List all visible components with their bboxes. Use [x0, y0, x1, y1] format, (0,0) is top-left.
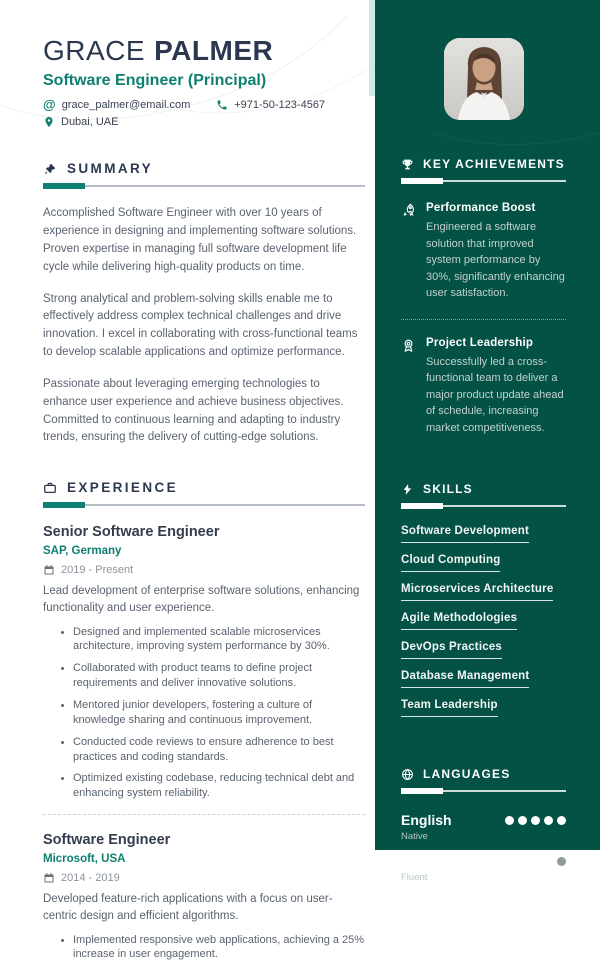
job-company: SAP, Germany: [43, 545, 122, 558]
skills-section-heading: [401, 482, 566, 496]
section-rule: [401, 505, 566, 507]
proficiency-dot-filled: [544, 857, 553, 866]
achievements-section-heading: [401, 157, 566, 171]
phone-item: [216, 99, 325, 111]
achievement-text: Engineered a software solution that improved system performance by 30%, significantly enhancing user satisfaction.: [426, 221, 565, 299]
languages-list: [401, 812, 566, 883]
proficiency-dot-filled: [518, 816, 527, 825]
language-row: [401, 853, 566, 883]
job-dates-text: 2019 - Present: [61, 564, 134, 577]
section-title: EXPERIENCE: [67, 480, 179, 496]
phone-text: +971-50-123-4567: [234, 99, 326, 112]
achievements-list: [401, 202, 566, 436]
location-item: [43, 116, 118, 128]
bullet-item: • Mentored junior developers, fostering a culture of knowledge sharing and continuous improvement.: [73, 698, 365, 728]
section-title: LANGUAGES: [423, 767, 511, 781]
medal-icon: [401, 337, 416, 437]
job-dates: [43, 564, 365, 576]
job-bullets: [43, 933, 365, 962]
achievement-text: Successfully led a cross-functional team to deliver a major product update ahead of schedule, increasing market competitiveness.: [426, 355, 564, 434]
bullet-item: • Collaborated with product teams to define project requirements and deliver innovative solutions.: [73, 661, 365, 691]
language-name: Arabic: [401, 853, 445, 870]
skill-item: Cloud Computing: [401, 554, 500, 572]
section-rule: [43, 185, 365, 187]
language-dots: [505, 816, 566, 825]
calendar-icon: [43, 872, 55, 884]
job-description: Developed feature-rich applications with a focus on user-centric design and efficient algorithms.: [43, 893, 333, 923]
summary-paragraphs: [43, 205, 365, 447]
experience-entry: [43, 524, 365, 801]
achievement-title: Project Leadership: [426, 336, 534, 349]
email-text: grace_palmer@email.com: [61, 99, 191, 112]
candidate-name: [43, 36, 365, 65]
briefcase-icon: [43, 481, 57, 495]
language-row: [401, 812, 566, 842]
pen-nib-icon: [43, 162, 57, 176]
contact-block: [43, 99, 365, 128]
rocket-icon: [401, 202, 416, 302]
job-title: Software Engineer: [43, 832, 171, 849]
language-dots: [505, 857, 566, 866]
bullet-item: • Implemented responsive web applications, achieving a 25% increase in user engagement.: [73, 933, 365, 962]
trophy-icon: [401, 158, 414, 171]
achievement-item: [401, 202, 566, 302]
section-title: SKILLS: [423, 482, 473, 496]
achievement-item: [401, 337, 566, 437]
skill-item: Database Management: [401, 670, 529, 688]
job-description: Lead development of enterprise software solutions, enhancing functionality and user experience.: [43, 585, 360, 615]
location-pin-icon: [43, 116, 55, 128]
proficiency-dot-filled: [531, 816, 540, 825]
summary-paragraph: Strong analytical and problem-solving skills enable me to effectively address complex technical challenges and drive innovation. I excel in collaborating with cross-functional teams to develop scalable applications and optimize performance.: [43, 292, 358, 359]
proficiency-dot-filled: [557, 816, 566, 825]
section-title: SUMMARY: [67, 161, 154, 177]
bullet-item: • Designed and implemented scalable microservices architecture, improving system performance by 30%.: [73, 625, 365, 655]
job-dates-text: 2014 - 2019: [61, 872, 120, 885]
proficiency-dot-filled: [531, 857, 540, 866]
skill-item: Software Development: [401, 525, 529, 543]
proficiency-dot-empty: [557, 857, 566, 866]
experience-section-heading: [43, 480, 365, 495]
skill-item: DevOps Practices: [401, 641, 502, 659]
skill-item: Agile Methodologies: [401, 612, 517, 630]
lightning-icon: [401, 483, 414, 496]
side-panel: [375, 0, 600, 884]
job-bullets: [43, 625, 365, 801]
proficiency-dot-filled: [505, 816, 514, 825]
first-name: GRACE: [43, 35, 146, 66]
location-text: Dubai, UAE: [61, 116, 119, 129]
language-level: Fluent: [401, 872, 428, 884]
achievement-title: Performance Boost: [426, 202, 536, 214]
phone-icon: [216, 99, 228, 111]
proficiency-dot-filled: [544, 816, 553, 825]
summary-paragraph: Accomplished Software Engineer with over 10 years of experience in designing and implementing software solutions. Proven expertise in managing full software development life cycle while delivering high-quality products on time.: [43, 207, 357, 273]
section-rule: [43, 504, 365, 506]
job-title: Senior Software Engineer: [43, 524, 220, 541]
job-divider: [43, 814, 365, 815]
job-company: Microsoft, USA: [43, 853, 126, 866]
last-name: PALMER: [154, 35, 274, 66]
globe-icon: [401, 768, 414, 781]
languages-section-heading: [401, 767, 566, 781]
achievement-divider: [401, 319, 566, 320]
experience-entry: [43, 832, 365, 962]
job-dates: [43, 872, 365, 884]
skill-item: Microservices Architecture: [401, 583, 553, 601]
skill-item: Team Leadership: [401, 699, 498, 717]
email-icon: @: [43, 97, 56, 113]
skills-list: [401, 525, 566, 717]
summary-paragraph: Passionate about leveraging emerging technologies to enhance user experience and achieve business objectives. Committed to continuous learning and adapting to industry trends, ensuring the delivery of cutting-edge solutions.: [43, 377, 344, 444]
summary-section-heading: [43, 161, 365, 176]
calendar-icon: [43, 564, 55, 576]
section-rule: [401, 790, 566, 792]
language-name: English: [401, 812, 452, 828]
email-item: [43, 99, 190, 111]
proficiency-dot-filled: [518, 857, 527, 866]
profile-photo: [444, 38, 524, 120]
language-level: Native: [401, 831, 428, 843]
bullet-item: • Conducted code reviews to ensure adherence to best practices and coding standards.: [73, 735, 365, 765]
proficiency-dot-filled: [505, 857, 514, 866]
job-headline: Software Engineer (Principal): [43, 72, 267, 90]
section-title: KEY ACHIEVEMENTS: [423, 157, 565, 171]
section-rule: [401, 180, 566, 182]
bullet-item: • Optimized existing codebase, reducing technical debt and enhancing system reliability.: [73, 771, 365, 801]
experience-jobs: [43, 524, 365, 962]
